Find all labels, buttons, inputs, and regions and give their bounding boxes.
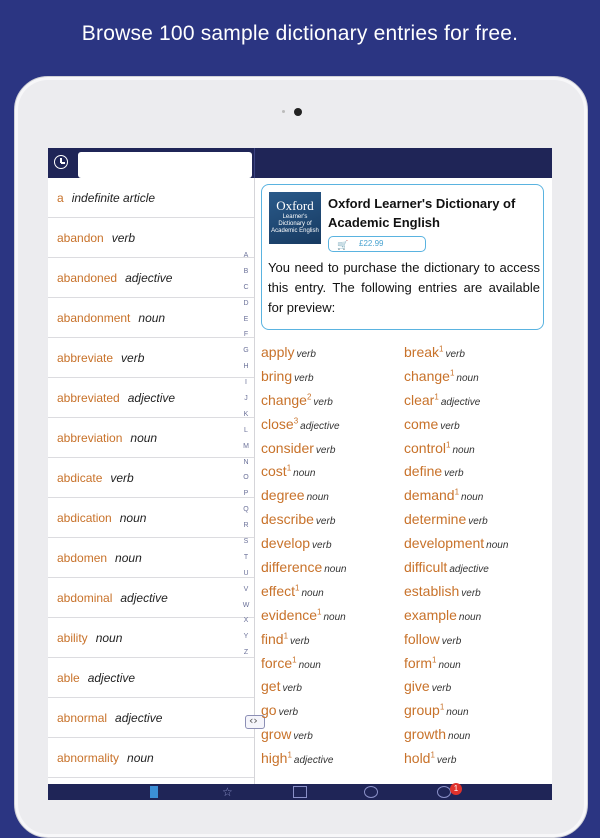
entry-part-of-speech: verb [121,350,145,365]
cover-title: Oxford [276,198,314,213]
preview-word: demand [404,487,455,504]
preview-word: degree [261,487,305,504]
entry-row[interactable] [48,458,254,498]
alphabet-letter[interactable]: F [243,331,249,339]
alphabet-letter[interactable]: U [243,569,249,577]
entry-headword: abdominal [57,590,113,605]
preview-part-of-speech: noun [306,492,329,504]
alphabet-letter[interactable]: H [243,363,249,371]
preview-word: break [404,344,440,360]
homograph-number: 1 [283,631,289,641]
alphabet-letter[interactable]: B [243,267,249,275]
homograph-number: 3 [293,416,299,426]
preview-part-of-speech: noun [461,492,484,504]
preview-word-link[interactable] [261,487,329,503]
entry-headword: abdication [57,510,112,525]
alphabet-letter[interactable]: T [243,553,249,561]
search-input[interactable] [78,152,252,178]
entry-part-of-speech: adjective [125,270,173,285]
preview-word: high [261,750,288,767]
entry-row[interactable] [48,738,254,778]
preview-part-of-speech: verb [461,587,481,599]
preview-word: control [404,439,447,456]
preview-word-link[interactable] [404,344,465,360]
preview-word-link[interactable] [261,607,346,623]
preview-word: get [261,678,281,695]
preview-word: go [261,702,277,719]
preview-part-of-speech: verb [445,349,465,360]
preview-part-of-speech: noun [324,564,347,576]
preview-part-of-speech: noun [452,444,475,456]
preview-row [261,726,551,750]
preview-part-of-speech: verb [312,540,332,552]
preview-part-of-speech: noun [323,611,346,623]
preview-row [261,750,551,774]
preview-word-link[interactable] [261,392,333,408]
alphabet-letter[interactable]: R [243,522,249,530]
preview-row [261,655,551,679]
entry-headword: abandoned [57,270,118,285]
preview-word: find [261,630,284,647]
preview-word-link[interactable] [404,702,469,718]
preview-part-of-speech: verb [441,635,462,647]
entry-row[interactable] [48,498,254,538]
preview-row [261,631,551,655]
entry-headword: abbreviated [57,390,120,405]
homograph-number: 1 [295,583,300,593]
alphabet-letter[interactable]: M [243,442,249,450]
homograph-number: 1 [439,344,444,354]
dictionary-title: Oxford Learner's Dictionary of Academic English [328,196,516,230]
entry-row[interactable] [48,418,254,458]
preview-word: effect [261,582,295,599]
alphabet-index[interactable] [240,248,252,661]
preview-word-link[interactable] [261,463,315,479]
preview-part-of-speech: adjective [449,564,489,576]
alphabet-letter[interactable]: O [243,474,249,482]
entry-row[interactable] [48,258,254,298]
book-icon[interactable] [150,786,158,798]
homograph-number: 1 [287,750,292,760]
entry-headword: abnormality [57,750,120,765]
preview-word: change [261,391,307,408]
entry-part-of-speech: noun [95,630,123,645]
entry-headword: ability [57,630,88,645]
preview-part-of-speech: noun [458,611,482,623]
notification-badge: 1 [450,783,462,795]
alphabet-letter[interactable]: Z [243,649,249,657]
entry-part-of-speech: adjective [87,670,136,685]
entry-headword: able [57,670,80,685]
homograph-number: 1 [439,702,445,712]
alphabet-letter[interactable]: X [243,617,249,625]
alphabet-letter[interactable]: L [244,426,248,434]
promo-headline: Browse 100 sample dictionary entries for free. [81,22,519,45]
homograph-number: 1 [434,392,439,402]
preview-part-of-speech: adjective [440,396,481,408]
homograph-number: 1 [454,487,460,497]
preview-part-of-speech: noun [448,731,471,743]
entry-part-of-speech: indefinite article [71,190,156,205]
homograph-number: 1 [430,750,435,760]
homograph-number: 1 [292,654,297,664]
preview-word: hold [404,750,431,767]
entry-row[interactable] [48,218,254,258]
entry-headword: abandonment [57,310,131,325]
preview-row [261,511,551,535]
preview-word-link[interactable] [404,750,456,766]
preview-word-link[interactable] [404,631,461,647]
preview-word: follow [404,630,440,647]
bottom-tab-bar [48,784,552,800]
alphabet-letter[interactable]: P [243,490,249,498]
preview-word: clear [404,391,435,408]
alphabet-letter[interactable]: V [243,585,249,593]
preview-part-of-speech: noun [446,707,469,719]
star-icon[interactable]: ☆ [222,785,233,799]
homograph-number: 1 [432,654,437,664]
preview-word-link[interactable] [261,583,324,599]
entry-row[interactable] [48,618,254,658]
preview-row [261,392,551,416]
preview-part-of-speech: verb [293,731,313,743]
preview-word-link[interactable] [404,440,475,456]
preview-word: force [261,654,293,671]
preview-word-list [261,344,551,774]
homograph-number: 1 [446,439,451,449]
preview-part-of-speech: verb [315,516,336,528]
preview-part-of-speech: noun [293,468,316,480]
purchase-message: You need to purchase the dictionary to access this entry. The following entries are available for preview: [268,260,540,315]
preview-word: difficult [404,559,448,576]
alphabet-letter[interactable]: I [245,379,247,387]
entry-row[interactable] [48,338,254,378]
preview-word: close [261,415,294,432]
entry-part-of-speech: noun [127,750,154,765]
preview-part-of-speech: verb [278,707,299,719]
preview-word-link[interactable] [261,702,298,718]
preview-part-of-speech: adjective [300,420,340,432]
preview-word-link[interactable] [404,392,480,408]
preview-word-link[interactable] [261,678,302,694]
alphabet-letter[interactable]: Y [243,633,249,641]
preview-word-link[interactable] [261,368,314,384]
preview-row [261,535,551,559]
preview-row [261,487,551,511]
preview-row [261,440,551,464]
entry-row[interactable] [48,698,254,738]
preview-word: describe [261,511,314,528]
purchase-card [261,184,544,330]
preview-part-of-speech: verb [431,683,452,695]
entry-part-of-speech: verb [110,470,134,485]
preview-part-of-speech: verb [436,755,457,767]
homograph-number: 2 [306,392,312,402]
preview-word: give [404,678,430,695]
alphabet-letter[interactable]: N [243,458,249,466]
preview-word: difference [261,559,323,576]
entry-part-of-speech: adjective [120,590,168,605]
entry-part-of-speech: noun [138,310,166,325]
entry-row[interactable] [48,578,254,618]
preview-word: grow [261,726,292,743]
preview-word-link[interactable] [261,631,309,647]
preview-word: change [404,367,450,384]
preview-row [261,463,551,487]
preview-part-of-speech: verb [313,396,333,408]
info-icon[interactable] [437,786,451,798]
camera-icon [294,108,302,116]
preview-part-of-speech: verb [440,420,460,432]
gear-icon[interactable] [364,786,378,798]
preview-word-link[interactable] [261,726,313,742]
preview-word: determine [404,511,467,528]
preview-word: bring [261,367,293,384]
sensor-dot [282,110,285,113]
alphabet-letter[interactable]: C [243,283,249,291]
preview-word: define [404,463,443,480]
cart-icon: 🛒 [337,241,349,251]
preview-part-of-speech: noun [298,659,321,671]
entry-part-of-speech: adjective [127,390,176,405]
preview-word-link[interactable] [404,559,489,575]
entry-headword: abbreviate [57,350,114,365]
preview-word: cost [261,463,287,480]
preview-row [261,702,551,726]
preview-word: develop [261,535,311,552]
entry-part-of-speech: adjective [115,710,163,725]
preview-word-link[interactable] [261,655,321,671]
preview-word-link[interactable] [404,487,483,503]
preview-word-link[interactable] [261,511,335,527]
entry-headword: abbreviation [57,430,123,445]
preview-word-link[interactable] [404,655,461,671]
preview-word-link[interactable] [404,368,479,384]
preview-word: development [404,535,485,552]
preview-row [261,416,551,440]
alphabet-letter[interactable]: E [243,315,249,323]
preview-part-of-speech: verb [468,516,488,528]
alphabet-letter[interactable]: J [244,395,248,403]
alphabet-letter[interactable]: K [243,410,249,418]
homograph-number: 1 [449,368,455,378]
preview-part-of-speech: noun [438,659,461,671]
preview-part-of-speech: noun [486,540,509,552]
preview-part-of-speech: verb [296,349,316,360]
preview-word-link[interactable] [404,678,451,694]
alphabet-letter[interactable]: G [243,347,249,355]
preview-part-of-speech: verb [444,468,464,480]
preview-word-link[interactable] [261,750,333,766]
pane-divider [254,148,255,178]
preview-part-of-speech: verb [290,635,310,647]
preview-part-of-speech: verb [294,372,314,384]
preview-word-link[interactable] [261,344,316,360]
preview-part-of-speech: noun [301,587,324,599]
entry-row[interactable] [48,538,254,578]
homograph-number: 1 [286,463,292,473]
preview-row [261,607,551,631]
entry-headword: abdicate [57,470,103,485]
preview-part-of-speech: verb [282,683,302,695]
alphabet-letter[interactable]: Q [243,506,249,514]
entry-row[interactable] [48,378,254,418]
entry-part-of-speech: noun [115,550,142,565]
preview-word-link[interactable] [404,583,481,599]
preview-row [261,583,551,607]
preview-word: example [404,606,457,623]
preview-word: form [404,654,432,671]
preview-word: come [404,415,439,432]
entry-row[interactable] [48,178,254,218]
entry-part-of-speech: noun [119,510,147,525]
price-label: £22.99 [359,239,384,248]
preview-word-link[interactable] [261,535,332,551]
preview-word-link[interactable] [404,463,464,479]
history-clock-icon[interactable] [54,155,68,169]
entry-part-of-speech: verb [111,230,136,245]
detail-pane [255,178,552,794]
preview-word-link[interactable] [404,511,488,527]
entry-list[interactable] [48,178,255,794]
preview-row [261,344,551,368]
entry-row[interactable] [48,658,254,698]
cover-subtitle: Learner's Dictionary of Academic English [271,214,319,234]
app-screen [48,148,552,800]
entry-headword: abdomen [57,550,108,565]
alphabet-letter[interactable]: S [243,538,249,546]
preview-part-of-speech: noun [456,372,479,384]
entry-headword: abandon [57,230,104,245]
preview-row [261,678,551,702]
homograph-number: 1 [317,607,322,617]
preview-word-link[interactable] [404,607,481,623]
preview-word-link[interactable] [261,416,340,432]
dictionary-cover[interactable] [269,192,321,244]
alphabet-letter[interactable]: D [243,299,249,307]
preview-word: growth [404,726,447,743]
buy-button[interactable] [328,236,426,252]
preview-row [261,559,551,583]
preview-part-of-speech: adjective [293,755,334,767]
preview-word: evidence [261,606,318,623]
preview-word-link[interactable] [404,726,470,742]
preview-word: group [404,702,440,719]
preview-word: establish [404,582,460,599]
preview-word: apply [261,344,295,360]
preview-word: consider [261,439,314,456]
preview-word-link[interactable] [261,559,346,575]
entry-headword: a [57,190,64,205]
preview-row [261,368,551,392]
alphabet-letter[interactable]: A [243,252,249,259]
preview-word-link[interactable] [404,416,460,432]
top-bar [48,148,552,178]
preview-word-link[interactable] [404,535,508,551]
entry-row[interactable] [48,298,254,338]
entry-part-of-speech: noun [130,430,158,445]
box-icon[interactable] [293,786,307,798]
preview-part-of-speech: verb [315,444,336,456]
alphabet-letter[interactable]: W [242,601,250,609]
entry-headword: abnormal [57,710,108,725]
preview-word-link[interactable] [261,440,335,456]
